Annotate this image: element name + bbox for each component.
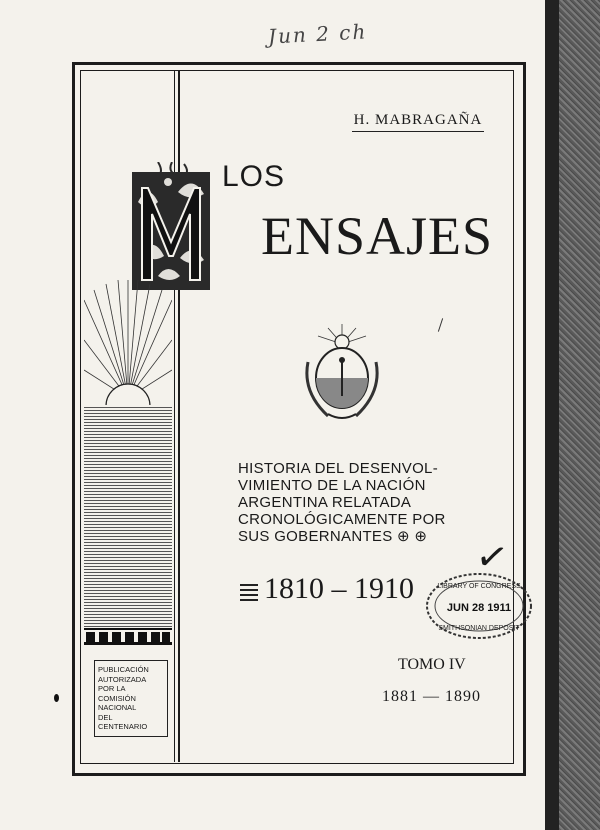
library-stamp xyxy=(424,570,534,642)
sea-pattern xyxy=(84,405,172,627)
publication-line: CENTENARIO xyxy=(98,722,148,731)
year-range-text: 1810 – 1910 xyxy=(264,572,414,605)
publication-line: POR LA xyxy=(98,684,126,693)
title-line-1: LOS xyxy=(222,160,286,193)
checkmark-mark: ✓ xyxy=(472,534,512,582)
publication-notice xyxy=(94,660,168,737)
publication-line: DEL xyxy=(98,712,113,722)
year-range xyxy=(240,572,414,606)
subtitle-line: SUS GOBERNANTES ⊕ ⊕ xyxy=(238,528,428,545)
subtitle-line: VIMIENTO DE LA NACIÓN xyxy=(238,477,426,494)
castle-border-ornament xyxy=(84,628,172,646)
handwritten-note: Jun 2 ch xyxy=(267,19,368,49)
stamp-date-text: JUN 28 1911 xyxy=(446,602,512,614)
title-rest: ENSAJES xyxy=(261,206,494,266)
subtitle-block xyxy=(238,460,460,545)
publication-line: AUTORIZADA xyxy=(98,674,147,684)
subtitle-line: HISTORIA DEL DESENVOL- xyxy=(238,460,438,477)
coat-of-arms-emblem xyxy=(298,322,386,424)
stamp-bottom-text: SMITHSONIAN DEPOSIT xyxy=(438,625,520,632)
margin-dot xyxy=(54,694,59,702)
volume-period: 1881 — 1890 xyxy=(382,688,481,705)
decorative-bars xyxy=(240,581,258,601)
stamp-top-text: LIBRARY OF CONGRESS xyxy=(437,583,521,590)
author-name: H. MABRAGAÑA xyxy=(352,112,484,132)
publication-line: PUBLICACIÓN xyxy=(98,665,149,674)
title-line-2 xyxy=(212,205,493,267)
scanner-edge-shadow xyxy=(545,0,559,830)
ornamental-initial-m xyxy=(128,162,214,294)
sunrise-illustration xyxy=(84,280,172,410)
subtitle-line: CRONOLÓGICAMENTE POR xyxy=(238,511,446,528)
subtitle-line: ARGENTINA RELATADA xyxy=(238,494,412,511)
publication-line: COMISIÓN xyxy=(98,693,136,703)
publication-line: NACIONAL xyxy=(98,703,137,712)
volume-label: TOMO IV xyxy=(398,656,466,673)
